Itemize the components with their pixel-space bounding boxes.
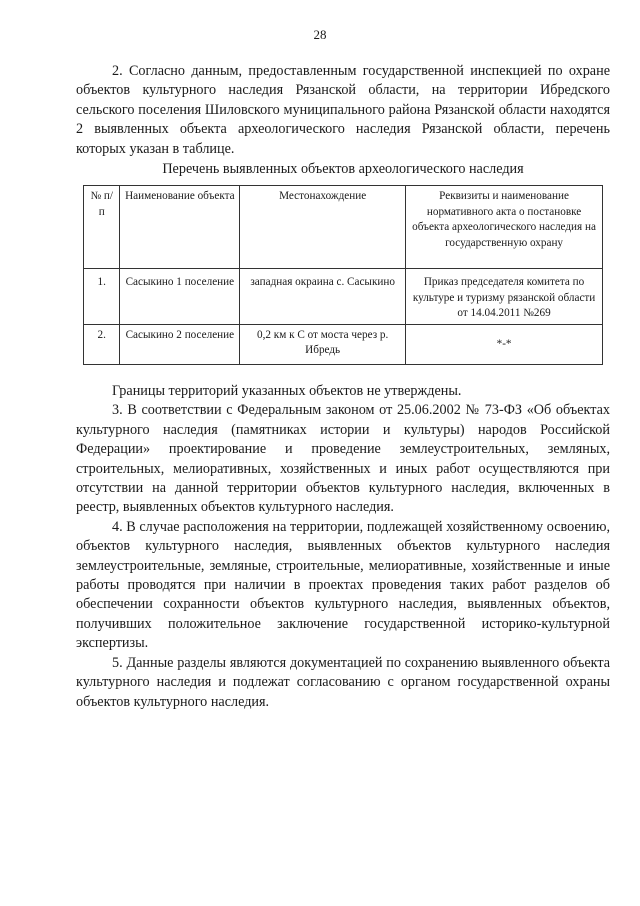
cell-requisites: *-* [406,324,603,364]
header-requisites: Реквизиты и наименование нормативного акта о постановке объекта археологического наследия на государственную охрану [406,186,603,269]
paragraph-2-block [76,62,610,159]
header-name: Наименование объекта [120,186,240,269]
objects-table [83,185,603,365]
table-header-row [84,186,603,269]
table-row [84,324,603,364]
paragraph-3: 3. В соответствии с Федеральным законом от 25.06.2002 № 73-ФЗ «Об объектах культурного наследия (памятниках истории и культуры) народов Российской Федерации» проектирование и проведение землеустроительных, земляных, строительных, мелиоративных, хозяйственных и иных работ осуществляются при отсутствии на данной территории объектов культурного наследия, включенных в реестр, выявленных объектов культурного наследия. [76,402,610,516]
paragraph-borders: Границы территорий указанных объектов не утверждены. [112,383,462,399]
cell-name: Сасыкино 2 поселение [120,324,240,364]
cell-name: Сасыкино 1 поселение [120,269,240,325]
cell-num: 1. [84,269,120,325]
cell-requisites: Приказ председателя комитета по культуре и туризму рязанской области от 14.04.2011 №269 [406,269,603,325]
page-number: 28 [313,27,327,42]
header-location: Местонахождение [240,186,406,269]
paragraph-4: 4. В случае расположения на территории, подлежащей хозяйственному освоению, объектов культурного наследия, выявленных объектов культурного наследия землеустроительные, земляные, строительные, мелиоративные, хозяйственные и иные работы проводятся при наличии в проектах проведения таких работ разделов об обеспечении сохранности объектов культурного наследия, выявленных объектов, получивших положительное заключение государственной историко-культурной экспертизы. [76,518,610,652]
paragraphs-after-block [76,382,610,712]
header-num: № п/п [84,186,120,269]
cell-location: 0,2 км к С от моста через р. Ибредь [240,324,406,364]
paragraph-2: 2. Согласно данным, предоставленным государственной инспекцией по охране объектов культурного наследия Рязанской области, на территории Ибредского сельского поселения Шиловского муниципального района Рязанской области находятся 2 выявленных объекта археологического наследия Рязанской области, перечень которых указан в таблице. [76,63,610,157]
table-row [84,269,603,325]
paragraph-5: 5. Данные разделы являются документацией по сохранению выявленного объекта культурного наследия и подлежат согласованию с органом государственной охраны объектов культурного наследия. [76,654,610,710]
cell-num: 2. [84,324,120,364]
table-caption: Перечень выявленных объектов археологического наследия [162,161,524,177]
cell-location: западная окраина с. Сасыкино [240,269,406,325]
